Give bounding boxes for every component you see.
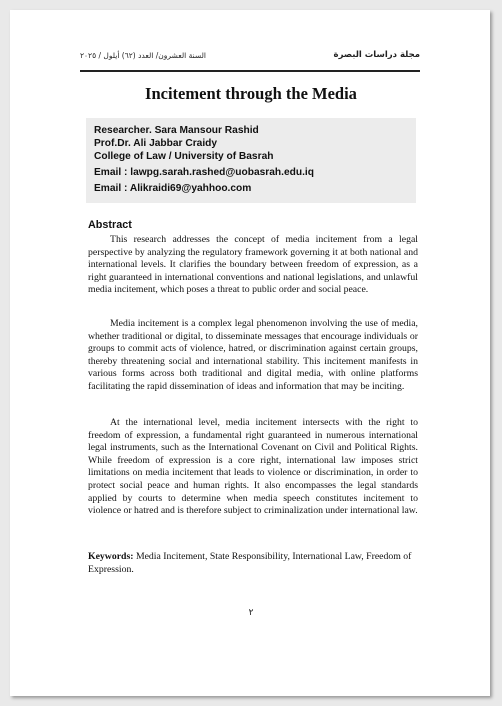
abstract-paragraph-2: Media incitement is a complex legal phenomenon involving the use of media, whether traditional or digital, to disseminate messages that encourage individuals or groups to commit acts of violence, hatred, or discrimination against certain groups, thereby threatening social and international stability. This incitement manifests in various forms across both traditional and digital media, with online platforms facilitating the rapid dissemination of ideas and information that may be inciting. bbox=[88, 318, 418, 392]
issue-info: السنة العشرون/ العدد (٦٢) أيلول / ٢٠٢٥ bbox=[80, 51, 206, 60]
abstract-paragraph-3: At the international level, media incitement intersects with the right to freedom of expression, a fundamental right guaranteed in numerous international legal instruments, such as the International Covenant on Civil and Political Rights. While freedom of expression is a core right, international law imposes strict limitations on media incitement that leads to violence or discrimination, in order to protect social peace and human rights. It also encompasses the legal standards applied by courts to determine when media speech constitutes incitement to violence or hatred and is therefore subject to criminalization under international law. bbox=[88, 417, 418, 517]
keywords bbox=[88, 551, 418, 576]
keywords-label: Keywords: bbox=[88, 551, 134, 562]
abstract-heading: Abstract bbox=[88, 219, 132, 231]
running-header bbox=[80, 44, 420, 72]
email-2: Email : Alikraidi69@yahhoo.com bbox=[94, 183, 252, 194]
author-info-box bbox=[86, 118, 416, 203]
affiliation: College of Law / University of Basrah bbox=[94, 151, 274, 162]
keywords-text: Media Incitement, State Responsibility, International Law, Freedom of Expression. bbox=[88, 551, 412, 575]
researcher-name: Researcher. Sara Mansour Rashid bbox=[94, 125, 259, 136]
abstract-paragraph-1: This research addresses the concept of media incitement from a legal perspective by analyzing the regulatory framework governing it at both national and international levels. It clarifies the boundary between freedom of expression, as a right guaranteed in international conventions and national legislations, and unlawful media incitement, which poses a threat to public order and social peace. bbox=[88, 234, 418, 296]
professor-name: Prof.Dr. Ali Jabbar Craidy bbox=[94, 138, 218, 149]
journal-name: مجلة دراسات البصرة bbox=[333, 50, 420, 60]
paper-title: Incitement through the Media bbox=[145, 84, 357, 103]
email-1: Email : lawpg.sarah.rashed@uobasrah.edu.iq bbox=[94, 167, 314, 178]
page-number: ٢ bbox=[248, 608, 254, 618]
